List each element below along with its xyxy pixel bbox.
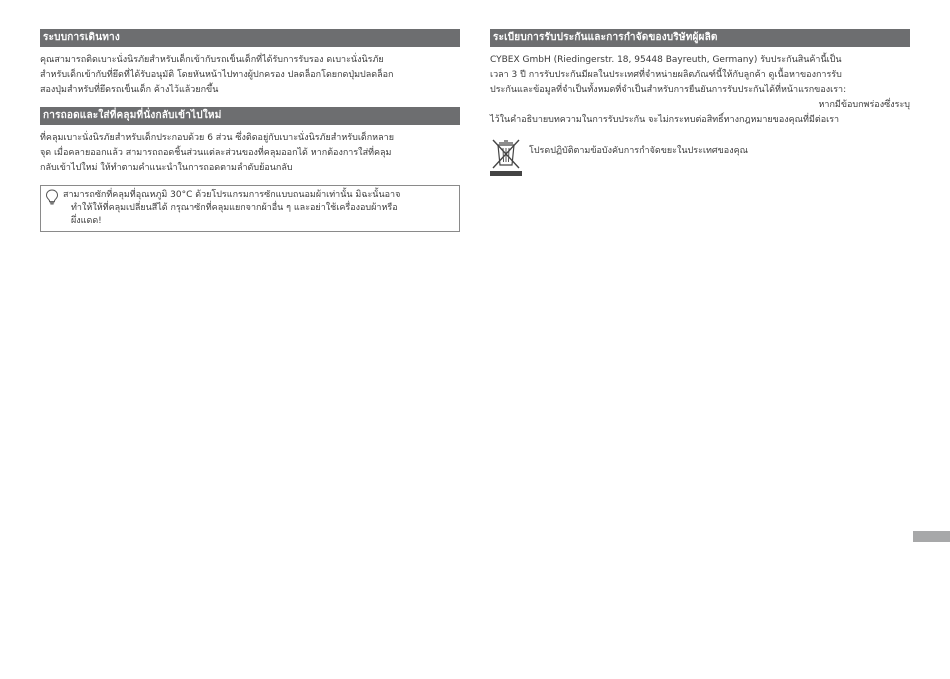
crossed-out-bin-icon [490, 138, 522, 178]
paragraph-line: เวลา 3 ปี การรับประกันมีผลในประเทศที่จำหน่ายผลิตภัณฑ์นี้ให้กับลูกค้า ดูเนื้อหาของการรับ [490, 70, 842, 80]
note-line: สามารถซักที่คลุมที่อุณหภูมิ 30°C ด้วยโปรแกรมการซักแบบถนอมผ้าเท่านั้น มิฉะนั้นอาจ [63, 190, 401, 200]
disposal-text: โปรดปฏิบัติตามข้อบังคับการกำจัดขยะในประเทศของคุณ [529, 146, 748, 156]
page-side-tab [913, 531, 950, 542]
paragraph-line: สองปุ่มสำหรับที่ยึดรถเข็นเด็ก ค้างไว้แล้วยกขึ้น [40, 85, 219, 95]
right-column [490, 29, 910, 178]
disposal-row [490, 138, 910, 178]
note-line: ทำให้ให้ที่คลุมเปลี่ยนสีได้ กรุณาซักที่คลุมแยกจากผ้าอื่น ๆ และอย่าใช้เครื่องอบผ้าหรือ [71, 203, 398, 213]
warranty-paragraph [490, 53, 910, 128]
paragraph-line: หากมีข้อบกพร่องซึ่งระบุ [818, 100, 910, 110]
left-column [40, 29, 460, 232]
paragraph-line: จุด เมื่อคลายออกแล้ว สามารถถอดชิ้นส่วนแต่ละส่วนของที่คลุมออกได้ หากต้องการใส่ที่คลุม [40, 148, 392, 158]
paragraph-line: สำหรับเด็กเข้ากับที่ยึดที่ได้รับอนุมัติ โดยหันหน้าไปทางผู้ปกครอง ปลดล็อกโดยกดปุ่มปลดล็อก [40, 70, 394, 80]
note-line: ผึ่งแดด! [71, 216, 102, 226]
section-title-cover-removal: การถอดและใส่ที่คลุมที่นั่งกลับเข้าไปใหม่ [40, 107, 460, 125]
lightbulb-icon [45, 189, 59, 205]
paragraph-line: CYBEX GmbH (Riedingerstr. 18, 95448 Bayreuth, Germany) รับประกันสินค้านี้เป็น [490, 55, 842, 65]
travel-system-paragraph [40, 53, 460, 98]
paragraph-line: ไว้ในคำอธิบายบทความในการรับประกัน จะไม่กระทบต่อสิทธิ์ทางกฎหมายของคุณที่มีต่อเรา [490, 115, 840, 125]
paragraph-line: ที่คลุมเบาะนั่งนิรภัยสำหรับเด็กประกอบด้วย 6 ส่วน ซึ่งติดอยู่กับเบาะนั่งนิรภัยสำหรับเด็กหลาย [40, 133, 394, 143]
section-title-travel-system: ระบบการเดินทาง [40, 29, 460, 47]
paragraph-line: กลับเข้าไปใหม่ ให้ทำตามคำแนะนำในการถอดตามลำดับย้อนกลับ [40, 163, 293, 173]
cover-removal-paragraph [40, 131, 460, 176]
paragraph-line: ประกันและข้อมูลที่จำเป็นทั้งหมดที่จำเป็นสำหรับการยืนยันการรับประกันได้ที่หน้าแรกของเรา: [490, 85, 847, 95]
paragraph-line: คุณสามารถติดเบาะนั่งนิรภัยสำหรับเด็กเข้ากับรถเข็นเด็กที่ได้รับการรับรอง ดเบาะนั่งนิรภัย [40, 55, 384, 65]
section-title-warranty: ระเบียบการรับประกันและการกำจัดของบริษัทผู้ผลิต [490, 29, 910, 47]
washing-note-box [40, 185, 460, 232]
